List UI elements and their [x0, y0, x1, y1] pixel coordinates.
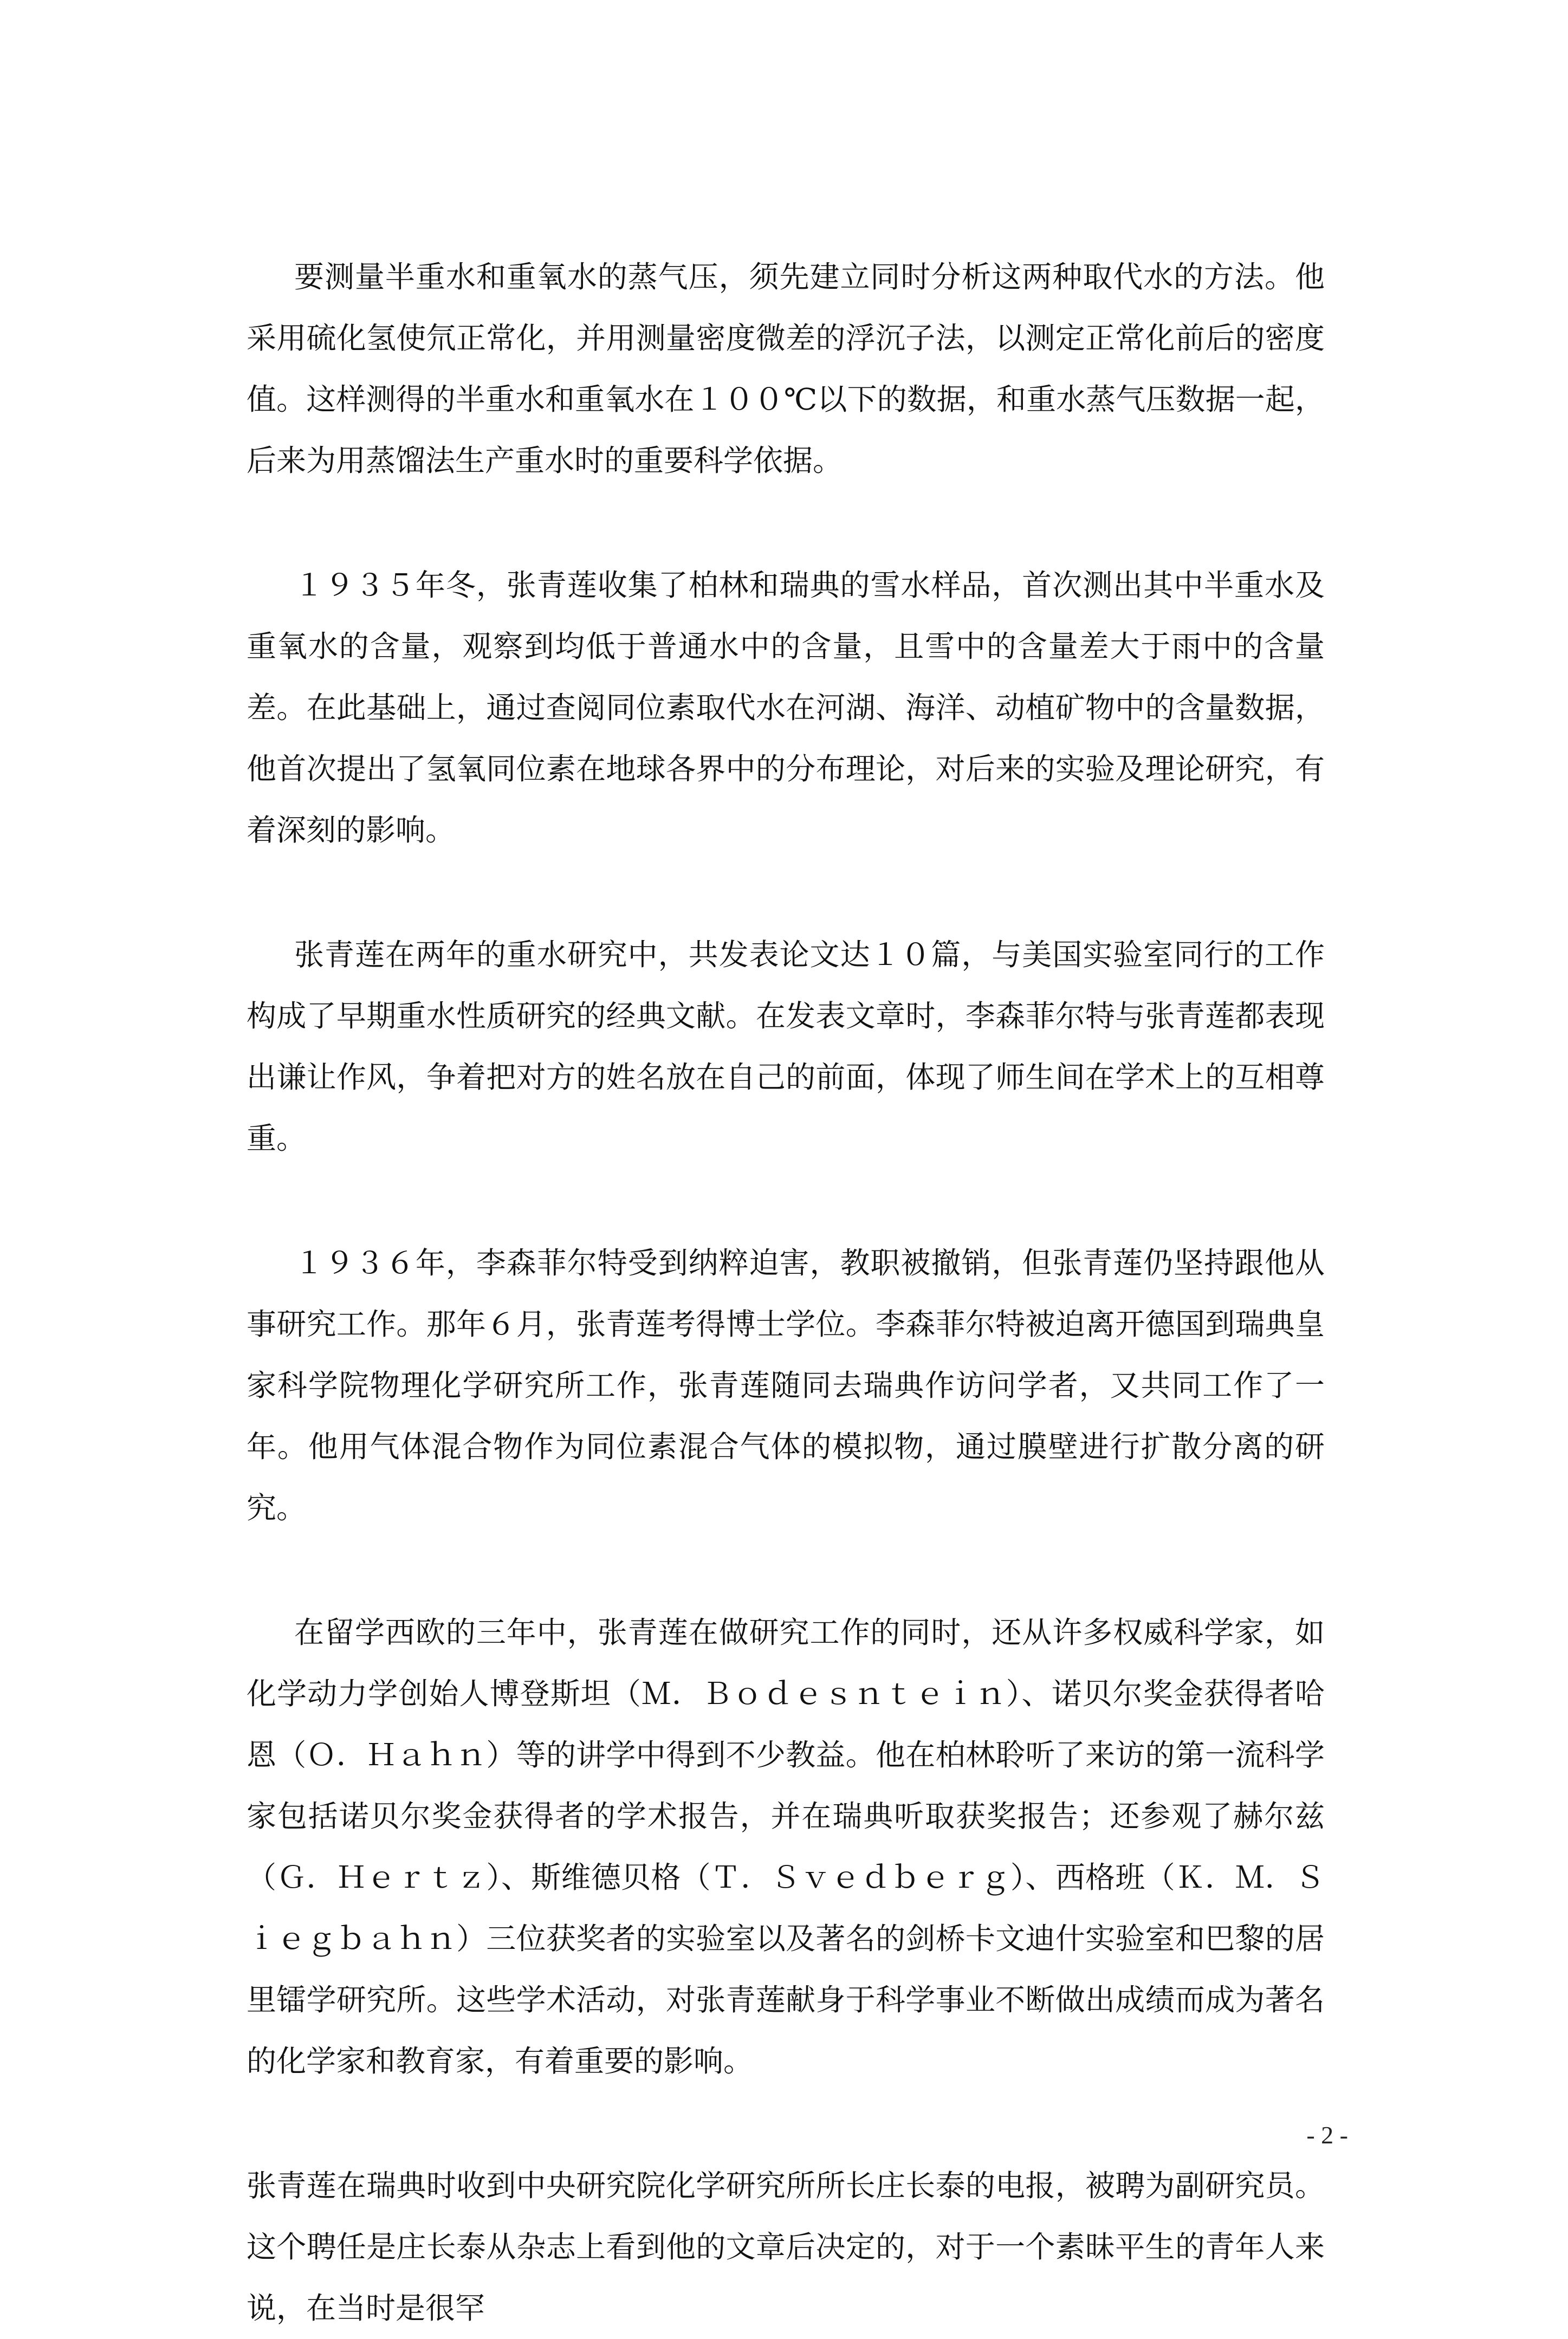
paragraph-3: 张青莲在两年的重水研究中，共发表论文达１０篇，与美国实验室同行的工作构成了早期重水性质研究的经典文献。在发表文章时，李森菲尔特与张青莲都表现出谦让作风，争着把对方的姓名放在自己的前面，体现了师生间在学术上的互相尊重。	[247, 937, 1325, 1156]
paragraph-4: １９３６年，李森菲尔特受到纳粹迫害，教职被撤销，但张青莲仍坚持跟他从事研究工作。那年６月，张青莲考得博士学位。李森菲尔特被迫离开德国到瑞典皇家科学院物理化学研究所工作，张青莲随同去瑞典作访问学者，又共同工作了一年。他用气体混合物作为同位素混合气体的模拟物，通过膜壁进行扩散分离的研究。	[247, 1246, 1325, 1525]
page-number: - 2 -	[1306, 2121, 1348, 2149]
paragraph-2: １９３５年冬，张青莲收集了柏林和瑞典的雪水样品，首次测出其中半重水及重氧水的含量，观察到均低于普通水中的含量，且雪中的含量差大于雨中的含量差。在此基础上，通过查阅同位素取代水在河湖、海洋、动植矿物中的含量数据，他首次提出了氢氧同位素在地球各界中的分布理论，对后来的实验及理论研究，有着深刻的影响。	[247, 568, 1325, 847]
body-text	[247, 247, 1325, 2339]
paragraph-5: 在留学西欧的三年中，张青莲在做研究工作的同时，还从许多权威科学家，如化学动力学创始人博登斯坦（Ｍ．Ｂｏｄｅｓｎｔｅｉｎ）、诺贝尔奖金获得者哈恩（Ｏ．Ｈａｈｎ）等的讲学中得到不少教益。他在柏林聆听了来访的第一流科学家包括诺贝尔奖金获得者的学术报告，并在瑞典听取获奖报告；还参观了赫尔兹（Ｇ．Ｈｅｒｔｚ）、斯维德贝格（Ｔ．Ｓｖｅｄｂｅｒｇ）、西格班（Ｋ．Ｍ．Ｓｉｅｇｂａｈｎ）三位获奖者的实验室以及著名的剑桥卡文迪什实验室和巴黎的居里镭学研究所。这些学术活动，对张青莲献身于科学事业不断做出成绩而成为著名的化学家和教育家，有着重要的影响。	[247, 1615, 1325, 2078]
paragraph-1: 要测量半重水和重氧水的蒸气压，须先建立同时分析这两种取代水的方法。他采用硫化氢使氘正常化，并用测量密度微差的浮沉子法，以测定正常化前后的密度值。这样测得的半重水和重氧水在１００℃以下的数据，和重水蒸气压数据一起，后来为用蒸馏法生产重水时的重要科学依据。	[247, 260, 1325, 478]
paragraph-6: 张青莲在瑞典时收到中央研究院化学研究所所长庄长泰的电报，被聘为副研究员。这个聘任是庄长泰从杂志上看到他的文章后决定的，对于一个素昧平生的青年人来说，在当时是很罕	[247, 2168, 1325, 2325]
